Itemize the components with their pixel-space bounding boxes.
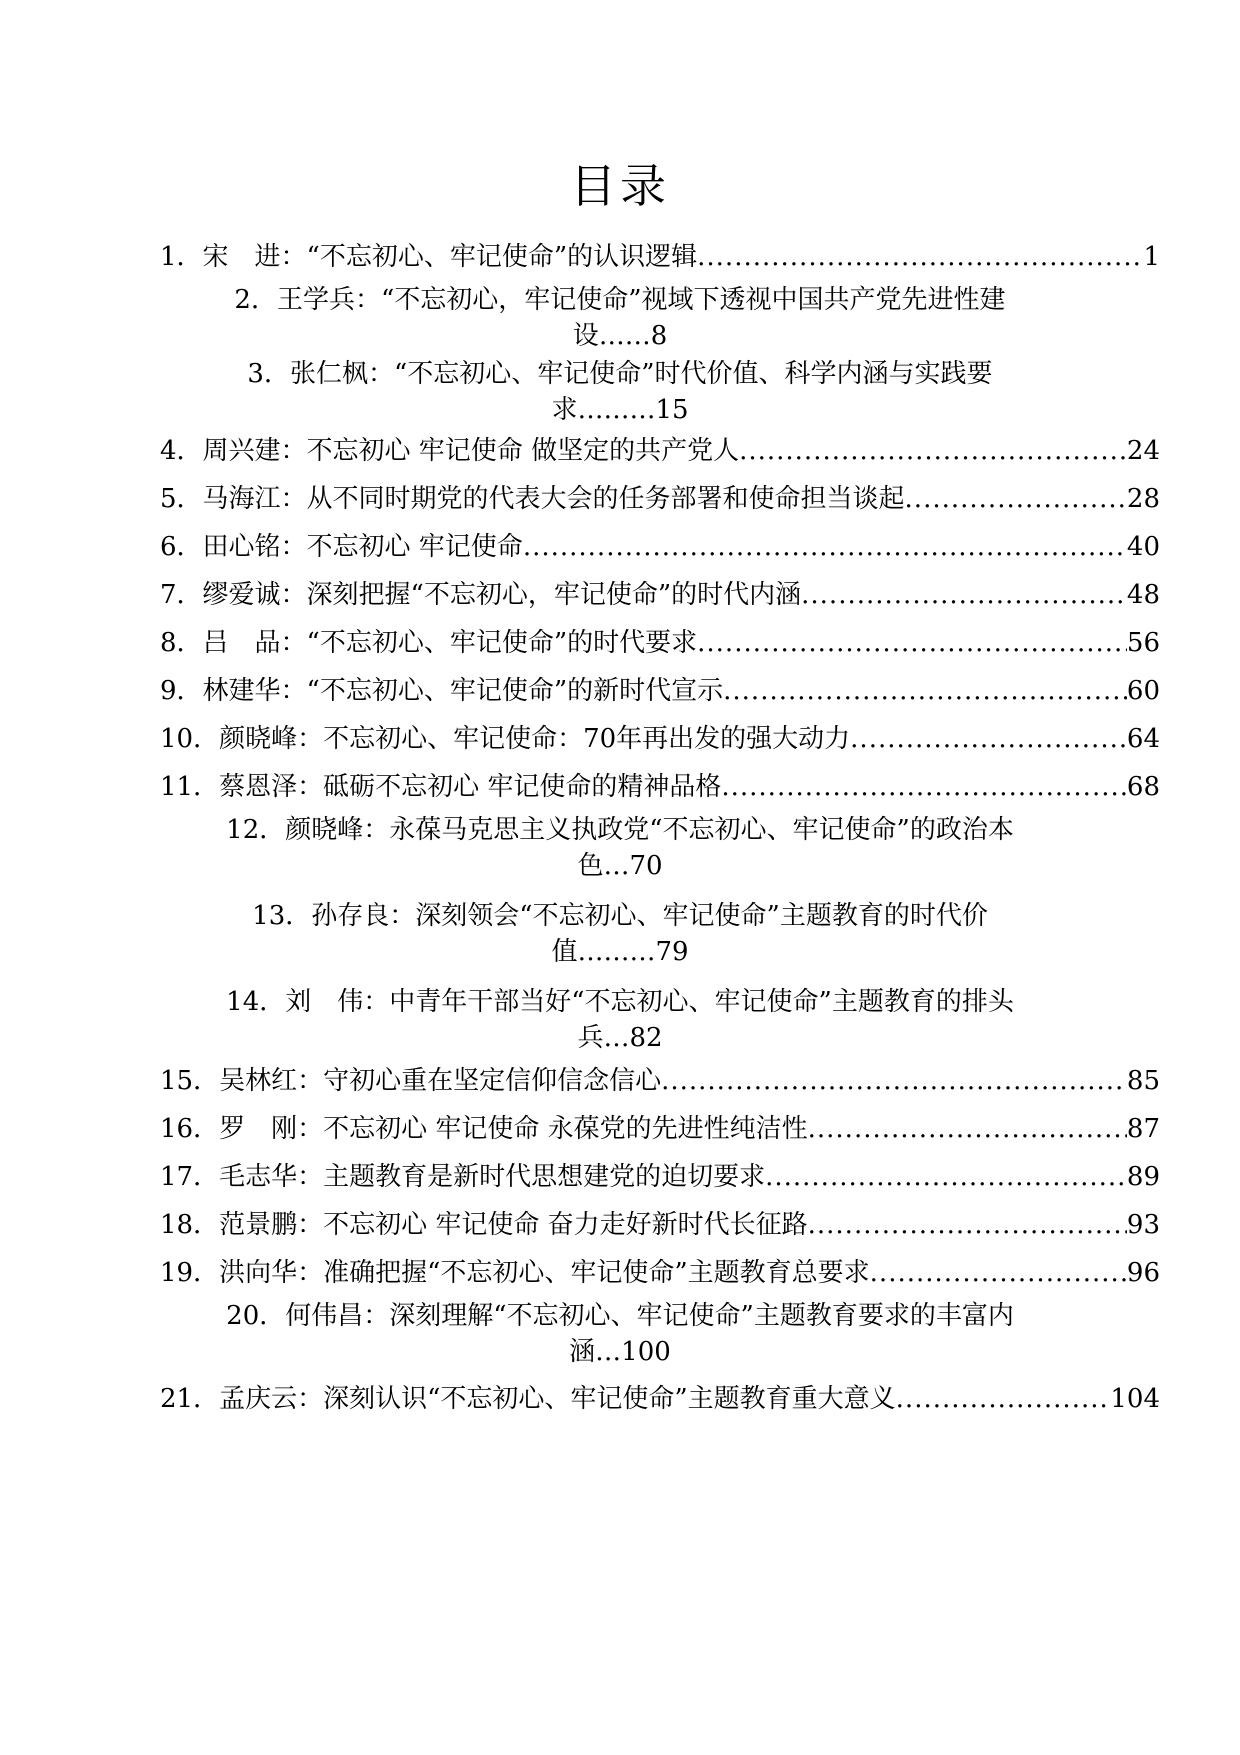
toc-leader-dots xyxy=(721,770,1127,804)
toc-entry-title: 7．缪爱诚：深刻把握“不忘初心，牢记使命”的时代内涵 xyxy=(160,580,802,610)
toc-page-number: 24 xyxy=(1126,436,1160,466)
toc-entry-title-line1: 20．何伟昌：深刻理解“不忘初心、牢记使命”主题教育要求的丰富内 xyxy=(226,1301,1014,1331)
toc-entry-title-line2: 求………15 xyxy=(551,395,689,425)
toc-page-number: 60 xyxy=(1126,676,1160,706)
toc-entry-title: 21．孟庆云：深刻认识“不忘初心、牢记使命”主题教育重大意义 xyxy=(160,1384,896,1414)
toc-entry-title-line2: 涵…100 xyxy=(569,1337,671,1367)
toc-leader-dots xyxy=(523,530,1127,564)
toc-entry[interactable] xyxy=(160,1208,1160,1242)
toc-entry[interactable] xyxy=(160,282,1080,354)
toc-entry[interactable] xyxy=(160,770,1160,804)
toc-leader-dots xyxy=(697,626,1127,660)
toc-entry-title-line1: 2．王学兵：“不忘初心，牢记使命”视域下透视中国共产党先进性建 xyxy=(234,285,1006,315)
toc-page-number: 64 xyxy=(1126,724,1160,754)
toc-entry[interactable] xyxy=(160,434,1160,468)
toc-leader-dots xyxy=(808,1112,1127,1146)
toc-entry-title: 8．吕 品：“不忘初心、牢记使命”的时代要求 xyxy=(160,628,698,658)
toc-leader-dots xyxy=(808,1208,1127,1242)
toc-entry[interactable] xyxy=(160,1382,1160,1416)
toc-page-number: 93 xyxy=(1126,1210,1160,1240)
toc-entry[interactable] xyxy=(160,356,1080,428)
toc-entry[interactable] xyxy=(160,984,1080,1056)
toc-entry-title: 19．洪向华：准确把握“不忘初心、牢记使命”主题教育总要求 xyxy=(160,1258,870,1288)
toc-entry-title-line1: 14．刘 伟：中青年干部当好“不忘初心、牢记使命”主题教育的排头 xyxy=(226,987,1014,1017)
toc-entry[interactable] xyxy=(160,1256,1160,1290)
toc-page-number: 96 xyxy=(1126,1258,1160,1288)
toc-entry-title: 10．颜晓峰：不忘初心、牢记使命：70年再出发的强大动力 xyxy=(160,724,851,754)
toc-entry[interactable] xyxy=(160,626,1160,660)
toc-entry-title: 9．林建华：“不忘初心、牢记使命”的新时代宣示 xyxy=(160,676,724,706)
toc-leader-dots xyxy=(801,578,1127,612)
toc-entry-title-line2: 色…70 xyxy=(577,851,663,881)
toc-leader-dots xyxy=(739,434,1127,468)
toc-leader-dots xyxy=(661,1064,1127,1098)
toc-entry-title-line2: 值………79 xyxy=(551,937,689,967)
toc-entry-title-line1: 3．张仁枫：“不忘初心、牢记使命”时代价值、科学内涵与实践要 xyxy=(247,359,993,389)
toc-entry[interactable] xyxy=(160,578,1160,612)
toc-entry-title-line2: 设……8 xyxy=(572,321,668,351)
page-title: 目录 xyxy=(570,159,670,213)
toc-page-number: 68 xyxy=(1126,772,1160,802)
toc-entry-title: 16．罗 刚：不忘初心 牢记使命 永葆党的先进性纯洁性 xyxy=(160,1114,808,1144)
toc-page-number: 40 xyxy=(1126,532,1160,562)
toc-entry[interactable] xyxy=(160,530,1160,564)
toc-entry[interactable] xyxy=(160,722,1160,756)
toc-entry[interactable] xyxy=(160,1112,1160,1146)
toc-entry-title: 4．周兴建：不忘初心 牢记使命 做坚定的共产党人 xyxy=(160,436,740,466)
toc-entry-title-line2: 兵…82 xyxy=(577,1023,663,1053)
toc-entry-title: 1．宋 进：“不忘初心、牢记使命”的认识逻辑 xyxy=(160,242,698,272)
toc-page-number: 28 xyxy=(1126,484,1160,514)
toc-entry[interactable] xyxy=(160,1160,1160,1194)
toc-entry[interactable] xyxy=(160,898,1080,970)
toc-page-number: 104 xyxy=(1110,1384,1160,1414)
toc-page-number: 87 xyxy=(1126,1114,1160,1144)
toc-page-number: 48 xyxy=(1126,580,1160,610)
toc-entry[interactable] xyxy=(160,1064,1160,1098)
toc-entry-title: 11．蔡恩泽：砥砺不忘初心 牢记使命的精神品格 xyxy=(160,772,722,802)
toc-entry-title: 17．毛志华：主题教育是新时代思想建党的迫切要求 xyxy=(160,1162,766,1192)
toc-entry[interactable] xyxy=(160,1298,1080,1370)
toc-page-number: 89 xyxy=(1126,1162,1160,1192)
toc-leader-dots xyxy=(765,1160,1127,1194)
toc-leader-dots xyxy=(870,1256,1127,1290)
toc-entry[interactable] xyxy=(160,482,1160,516)
toc-entry[interactable] xyxy=(160,812,1080,884)
toc-leader-dots xyxy=(905,482,1127,516)
toc-leader-dots xyxy=(697,240,1143,274)
toc-leader-dots xyxy=(850,722,1127,756)
toc-page-number: 85 xyxy=(1126,1066,1160,1096)
toc-entry-title: 15．吴林红：守初心重在坚定信仰信念信心 xyxy=(160,1066,662,1096)
toc-leader-dots xyxy=(723,674,1127,708)
toc-entry-title: 5．马海江：从不同时期党的代表大会的任务部署和使命担当谈起 xyxy=(160,484,905,514)
toc-entry[interactable] xyxy=(160,674,1160,708)
toc-entry-title-line1: 13．孙存良：深刻领会“不忘初心、牢记使命”主题教育的时代价 xyxy=(252,901,988,931)
toc-entry[interactable] xyxy=(160,240,1160,274)
toc-page-number: 56 xyxy=(1126,628,1160,658)
toc-entry-title: 6．田心铭：不忘初心 牢记使命 xyxy=(160,532,523,562)
toc-page-number: 1 xyxy=(1143,242,1160,272)
toc-leader-dots xyxy=(896,1382,1111,1416)
toc-entry-title-line1: 12．颜晓峰：永葆马克思主义执政党“不忘初心、牢记使命”的政治本 xyxy=(226,815,1014,845)
toc-entry-title: 18．范景鹏：不忘初心 牢记使命 奋力走好新时代长征路 xyxy=(160,1210,808,1240)
